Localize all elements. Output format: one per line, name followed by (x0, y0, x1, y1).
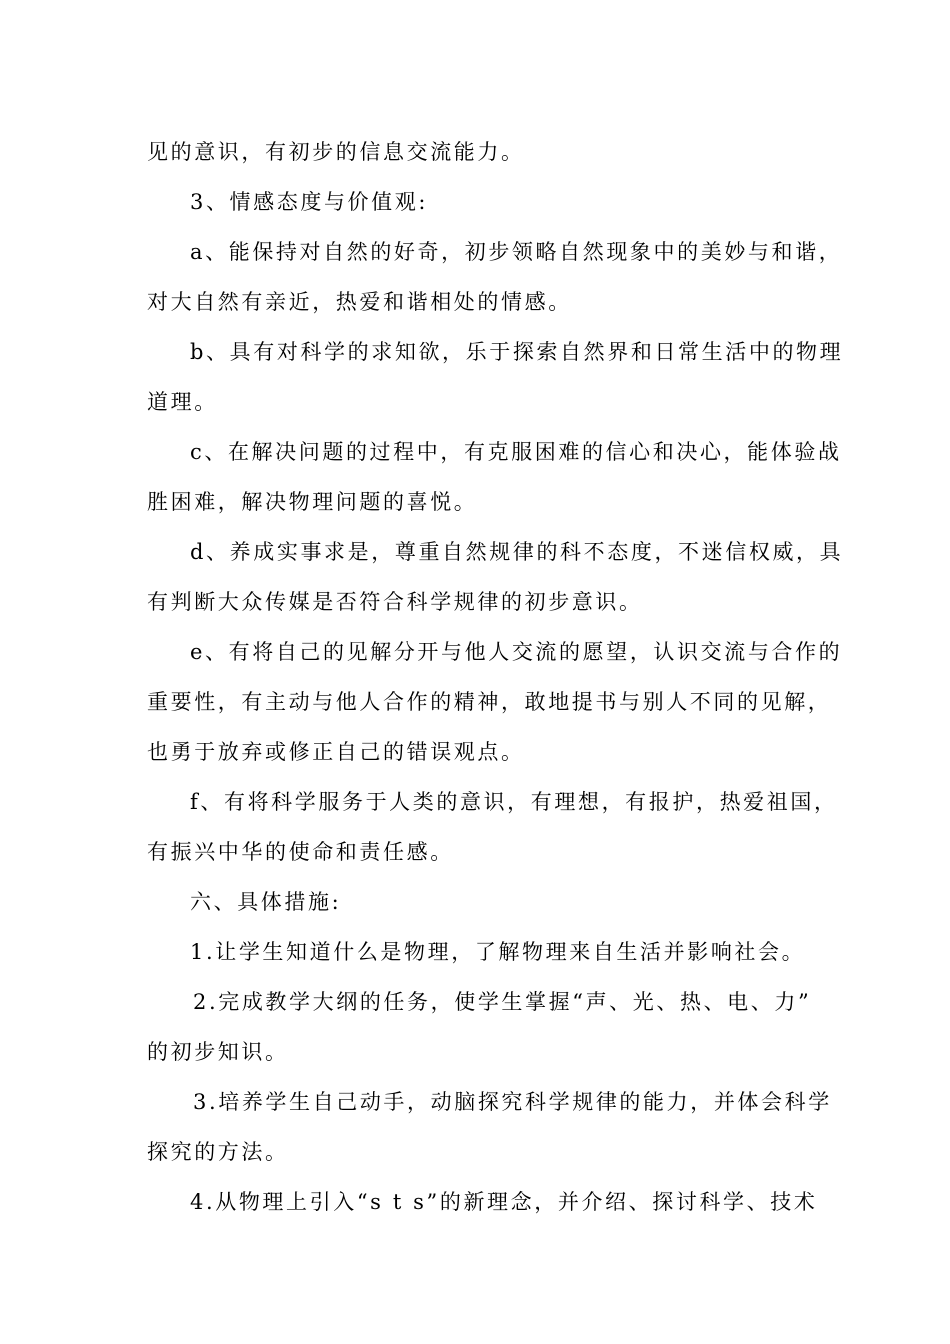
text-line: a、能保持对自然的好奇，初步领略自然现象中的美妙与和谐， (190, 240, 843, 264)
text-line: c、在解决问题的过程中，有克服困难的信心和决心，能体验战 (190, 440, 842, 464)
text-line: 道理。 (147, 390, 218, 414)
text-line: d、养成实事求是，尊重自然规律的科不态度，不迷信权威，具 (190, 540, 844, 564)
text-line: 探究的方法。 (147, 1140, 289, 1164)
text-line: 见的意识，有初步的信息交流能力。 (147, 140, 525, 164)
section-heading-6: 六、具体措施: (190, 890, 342, 914)
text-line: f、有将科学服务于人类的意识，有理想，有报护，热爱祖国， (190, 790, 838, 814)
text-line: 有振兴中华的使命和责任感。 (147, 840, 454, 864)
list-item: 4.从物理上引入“s t s”的新理念，并介绍、探讨科学、技术 (190, 1190, 818, 1214)
list-item: 1.让学生知道什么是物理，了解物理来自生活并影响社会。 (190, 940, 806, 964)
text-line: 对大自然有亲近，热爱和谐相处的情感。 (147, 290, 572, 314)
list-item: 3.培养学生自己动手，动脑探究科学规律的能力，并体会科学 (193, 1090, 832, 1114)
text-line: e、有将自己的见解分开与他人交流的愿望，认识交流与合作的 (190, 640, 843, 664)
text-line: 的初步知识。 (147, 1040, 289, 1064)
text-line: 也勇于放弃或修正自己的错误观点。 (147, 740, 525, 764)
list-item: 2.完成教学大纲的任务，使学生掌握“声、光、热、电、力” (193, 990, 812, 1014)
text-line: 胜困难，解决物理问题的喜悦。 (147, 490, 478, 514)
text-line: 有判断大众传媒是否符合科学规律的初步意识。 (147, 590, 643, 614)
section-heading-3: 3、情感态度与价值观: (190, 190, 429, 214)
text-line: 重要性，有主动与他人合作的精神，敢地提书与别人不同的见解， (147, 690, 832, 714)
document-body (147, 127, 844, 1227)
text-line: b、具有对科学的求知欲，乐于探索自然界和日常生活中的物理 (190, 340, 844, 364)
